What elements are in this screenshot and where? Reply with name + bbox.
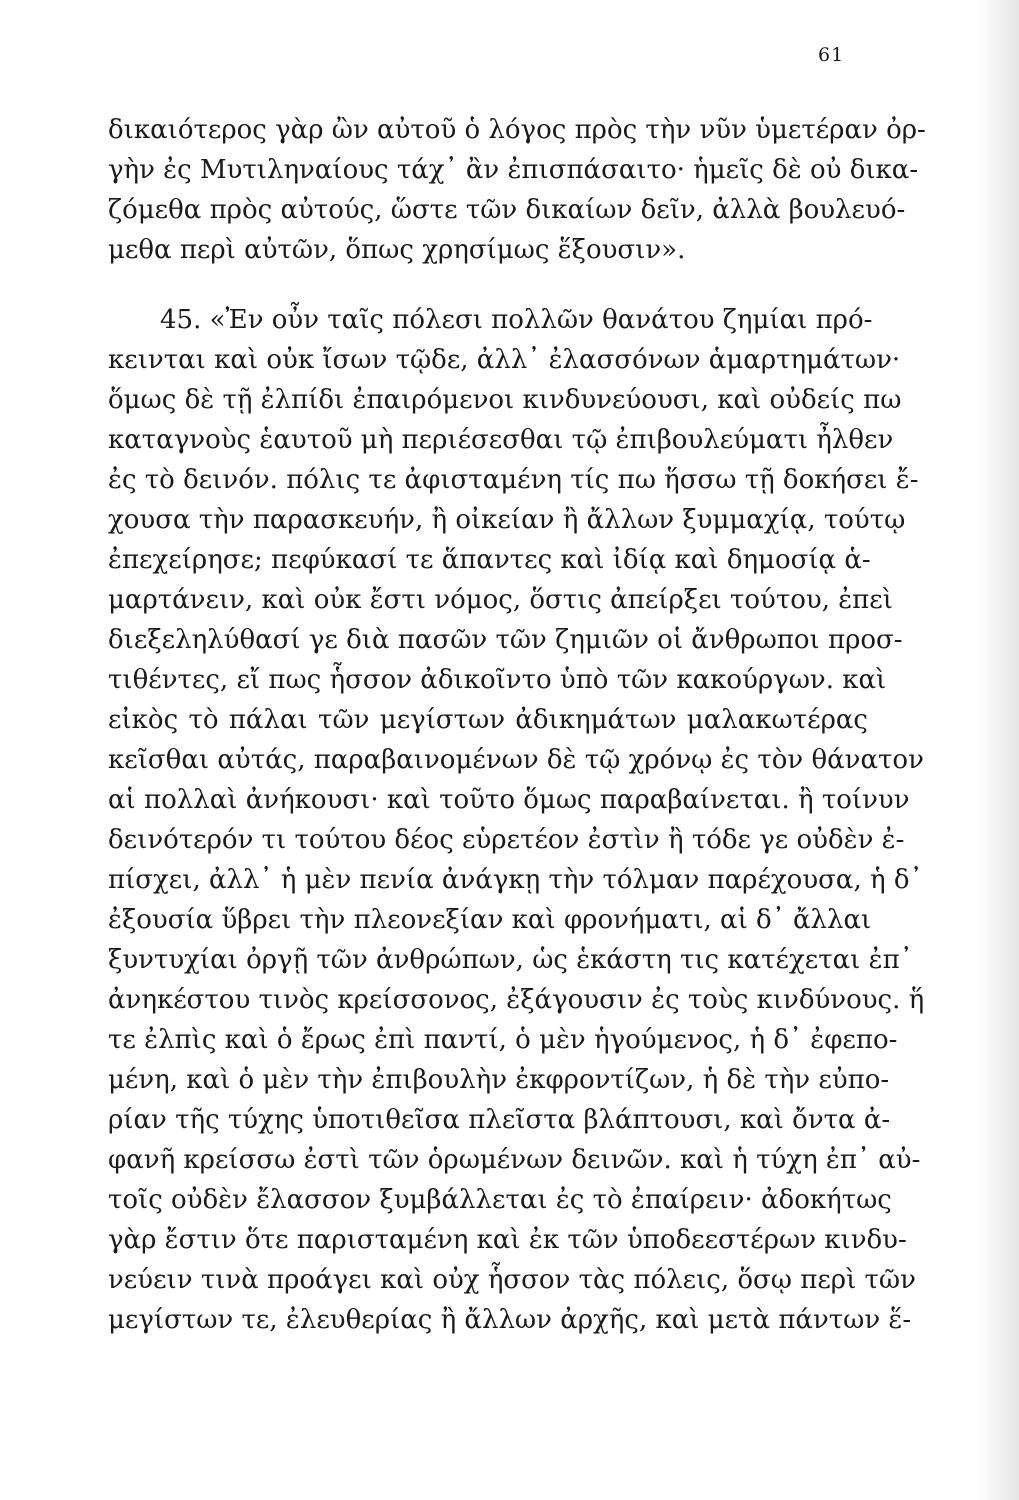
page-gutter-shadow <box>979 0 1019 1500</box>
text-line: ἐς τὸ δεινόν. πόλις τε ἀφισταμένη τίς πω ἥσσω τῇ δοκήσει ἔ- <box>108 465 919 495</box>
text-line: καταγνοὺς ἑαυτοῦ μὴ περιέσεσθαι τῷ ἐπιβουλεύματι ἦλθεν <box>108 425 894 455</box>
text-line: αἱ πολλαὶ ἀνήκουσι· καὶ τοῦτο ὅμως παραβαίνεται. ἢ τοίνυν <box>108 785 910 815</box>
text-line: δεινότερόν τι τούτου δέος εὑρετέον ἐστὶν ἢ τόδε γε οὐδὲν ἐ- <box>108 825 905 855</box>
text-line: ἐξουσία ὕβρει τὴν πλεονεξίαν καὶ φρονήματι, αἱ δ᾽ ἄλλαι <box>108 905 872 935</box>
text-line: τε ἐλπὶς καὶ ὁ ἔρως ἐπὶ παντί, ὁ μὲν ἡγούμενος, ἡ δ᾽ ἐφεπο- <box>108 1025 898 1055</box>
text-line: μεγίστων τε, ἐλευθερίας ἢ ἄλλων ἀρχῆς, καὶ μετὰ πάντων ἕ- <box>108 1305 912 1335</box>
text-line: ζόμεθα πρὸς αὐτούς, ὥστε τῶν δικαίων δεῖν, ἀλλὰ βουλευό- <box>108 195 906 225</box>
text-line: κεῖσθαι αὐτάς, παραβαινομένων δὲ τῷ χρόνῳ ἐς τὸν θάνατον <box>108 745 924 775</box>
page-number: 61 <box>818 44 845 66</box>
text-line: γὰρ ἔστιν ὅτε παρισταμένη καὶ ἐκ τῶν ὑποδεεστέρων κινδυ- <box>108 1225 907 1255</box>
text-line: 45. «Ἐν οὖν ταῖς πόλεσι πολλῶν θανάτου ζημίαι πρό- <box>160 305 873 335</box>
body-text <box>108 110 926 1340</box>
text-line: εἰκὸς τὸ πάλαι τῶν μεγίστων ἀδικημάτων μαλακωτέρας <box>108 705 868 735</box>
text-line: δικαιότερος γὰρ ὢν αὐτοῦ ὁ λόγος πρὸς τὴν νῦν ὑμετέραν ὀρ- <box>108 115 926 145</box>
text-line: χουσα τὴν παρασκευήν, ἢ οἰκείαν ἢ ἄλλων ξυμμαχίᾳ, τούτῳ <box>108 505 906 535</box>
text-line: ἐπεχείρησε; πεφύκασί τε ἅπαντες καὶ ἰδίᾳ καὶ δημοσίᾳ ἁ- <box>108 545 871 575</box>
text-line: φανῆ κρείσσω ἐστὶ τῶν ὁρωμένων δεινῶν. καὶ ἡ τύχη ἐπ᾽ αὐ- <box>108 1145 921 1175</box>
text-line: μεθα περὶ αὐτῶν, ὅπως χρησίμως ἕξουσιν». <box>108 235 686 265</box>
paragraph-gap <box>108 270 868 300</box>
text-line: τοῖς οὐδὲν ἔλασσον ξυμβάλλεται ἐς τὸ ἐπαίρειν· ἀδοκήτως <box>108 1185 892 1215</box>
text-line: γὴν ἐς Μυτιληναίους τάχ᾽ ἂν ἐπισπάσαιτο· ἡμεῖς δὲ οὐ δικα- <box>108 155 919 185</box>
text-line: ὅμως δὲ τῇ ἐλπίδι ἐπαιρόμενοι κινδυνεύουσι, καὶ οὐδείς πω <box>108 385 902 415</box>
text-line: διεξεληλύθασί γε διὰ πασῶν τῶν ζημιῶν οἱ ἄνθρωποι προσ- <box>108 625 903 655</box>
text-line: τιθέντες, εἴ πως ἧσσον ἀδικοῖντο ὑπὸ τῶν κακούργων. καὶ <box>108 665 887 695</box>
text-line: μαρτάνειν, καὶ οὐκ ἔστι νόμος, ὅστις ἀπείρξει τούτου, ἐπεὶ <box>108 585 893 615</box>
text-line: ξυντυχίαι ὀργῇ τῶν ἀνθρώπων, ὡς ἑκάστη τις κατέχεται ἐπ᾽ <box>108 945 913 975</box>
text-line: πίσχει, ἀλλ᾽ ἡ μὲν πενία ἀνάγκῃ τὴν τόλμαν παρέχουσα, ἡ δ᾽ <box>108 865 923 895</box>
text-line: ρίαν τῆς τύχης ὑποτιθεῖσα πλεῖστα βλάπτουσι, καὶ ὄντα ἀ- <box>108 1105 891 1135</box>
text-line: κεινται καὶ οὐκ ἴσων τῷδε, ἀλλ᾽ ἐλασσόνων ἁμαρτημάτων· <box>108 345 901 375</box>
text-line: μένη, καὶ ὁ μὲν τὴν ἐπιβουλὴν ἐκφροντίζων, ἡ δὲ τὴν εὐπο- <box>108 1065 890 1095</box>
text-line: νεύειν τινὰ προάγει καὶ οὐχ ἧσσον τὰς πόλεις, ὅσῳ περὶ τῶν <box>108 1265 916 1295</box>
text-line: ἀνηκέστου τινὸς κρείσσονος, ἐξάγουσιν ἐς τοὺς κινδύνους. ἥ <box>108 985 925 1015</box>
